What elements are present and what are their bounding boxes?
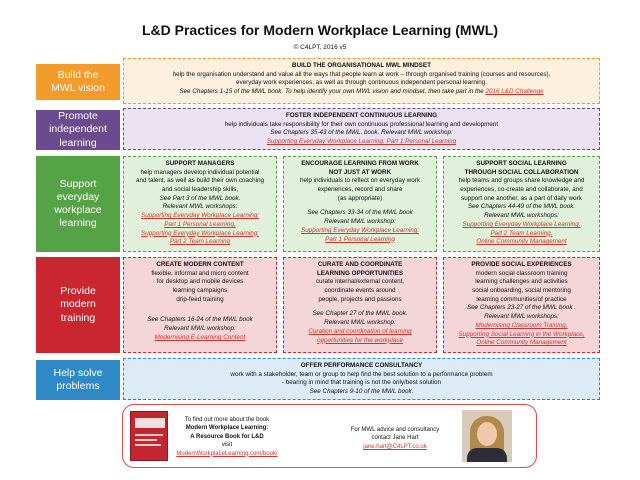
author-photo xyxy=(462,410,512,462)
label-promote-learning: Promote independent learning xyxy=(36,110,120,150)
book-info: To find out more about the book Modern Workplace Learning: A Resource Book for L&D visit ModernWorkplaceLearning.com/book/ xyxy=(176,417,278,457)
label-support-workplace: Support everyday workplace learning xyxy=(36,156,120,252)
link-managers-part1[interactable]: Supporting Everyday Workplace Learning: Part 1 Personal Learning, xyxy=(141,212,259,228)
panel-support-social: SUPPORT SOCIAL LEARNING THROUGH SOCIAL COLLABORATION help teams and groups share knowledge and experiences, co-create and collaborate, and support one another, as a part of daily work See Chapters 44-49 of the MWL book. Relevant MWL workshops: Supporting Everyday Workplace Learning: Part 2 Team Learning, Online Community Management xyxy=(443,156,600,252)
page-subtitle: © C4LPT, 2016 v5 xyxy=(293,44,347,51)
page-title: L&D Practices for Modern Workplace Learning (MWL) xyxy=(141,22,498,38)
link-curation[interactable]: Curation and coordination of learning opportunities for the workplace xyxy=(308,327,412,344)
contact-info: For MWL advice and consultancy contact Jane Hart jane.hart@C4LPT.co.uk xyxy=(350,427,440,450)
link-managers-part2[interactable]: Supporting Everyday Workplace Learning: Part 2 Team Learning xyxy=(141,229,259,246)
label-provide-training: Provide modern training xyxy=(36,257,120,353)
link-online-community-2[interactable]: Online Community Management xyxy=(476,339,567,347)
link-personal-learning[interactable]: Supporting Everyday Workplace Learning: Part 1 Personal Learning xyxy=(266,138,457,146)
link-email[interactable]: jane.hart@C4LPT.co.uk xyxy=(363,443,427,450)
link-social-learning[interactable]: Supporting Social Learning in the Workplace, xyxy=(458,330,585,338)
label-help-problems: Help solve problems xyxy=(36,360,120,400)
panel-curate-coordinate: CURATE AND COORDINATE LEARNING OPPORTUNITIES curate internal/external content, coordinate events around people, projects and passions See Chapter 27 of the MWL book. Relevant MWL workshop: Curation and coordination of learning opportunities for the workplace xyxy=(283,257,437,353)
panel-support-managers: SUPPORT MANAGERS help managers develop individual potential and talent, as well as build their own coaching and social leadership skills, See Part 3 of the MWL book. Relevant MWL workshops: Supporting Everyday Workplace Learning: Part 1 Personal Learning, Supporting Everyday Workplace Learning: Part 2 Team Learning xyxy=(123,156,277,252)
label-build-vision: Build the MWL vision xyxy=(36,64,120,100)
panel-performance-consultancy: OFFER PERFORMANCE CONSULTANCY work with a stakeholder, team or group to help find the best solution to a performance problem - bearing in mind that training is not the only/best solution See Chapters 9-10 of the MWL book. xyxy=(123,358,600,400)
link-book-website[interactable]: ModernWorkplaceLearning.com/book/ xyxy=(176,450,278,457)
link-classroom-training[interactable]: Modernising Classroom Training, xyxy=(475,321,568,329)
link-online-community[interactable]: Online Community Management xyxy=(476,238,567,246)
panel-encourage-learning: ENCOURAGE LEARNING FROM WORK NOT JUST AT WORK help individuals to reflect on everyday work experiences, record and share (as appropriate) See Chapters 33-34 of the MWL book Relevant MWL workshop: Supporting Everyday Workplace Learning: Part 1 Personal Learning xyxy=(283,156,437,252)
panel-social-experiences: PROVIDE SOCIAL EXPERIENCES modern social classroom training learning challenges and activities social onboarding, social mentoring learning communities/of practice See Chapters 23-27 of the MWL book . Relevant MWL workshops: Modernising Classroom Training, Supporting Social Learning in the Workplace, Online Community Management xyxy=(443,257,600,353)
panel-create-content: CREATE MODERN CONTENT flexible, informal and micro content for desktop and mobile devices learning campaigns drip-feed training See Chapters 16-24 of the MWL book Relevant MWL workshop: Modernising E-Learning Content xyxy=(123,257,277,353)
link-ld-challenge[interactable]: 2016 L&D Challenge xyxy=(485,88,544,96)
link-encourage-part1[interactable]: Supporting Everyday Workplace Learning: Part 1 Personal Learning xyxy=(301,226,419,243)
book-cover-image[interactable] xyxy=(130,411,168,461)
panel-foster-learning: FOSTER INDEPENDENT CONTINUOUS LEARNING help individuals take responsibility for their own continuous professional learning and development See Chapters 35-43 of the MWL. book. Relevant MWL workshop: Supporting Everyday Workplace Learning: Part 1 Personal Learning xyxy=(123,108,600,150)
panel-build-mindset: BUILD THE ORGANISATIONAL MWL MINDSET help the organisation understand and value all the ways that people learn at work – through organised training (courses and resources), everyday work experiences, as well as through continuous independent personal learning. See Chapters 1-15 of the MWL book. To help identify your own MWL vision and mindset, then take part in the 2016 L&D Challenge xyxy=(123,58,600,104)
link-social-part2[interactable]: Supporting Everyday Workplace Learning: Part 2 Team Learning, xyxy=(462,220,581,237)
link-elearning-content[interactable]: Modernising E-Learning Content xyxy=(154,333,246,341)
